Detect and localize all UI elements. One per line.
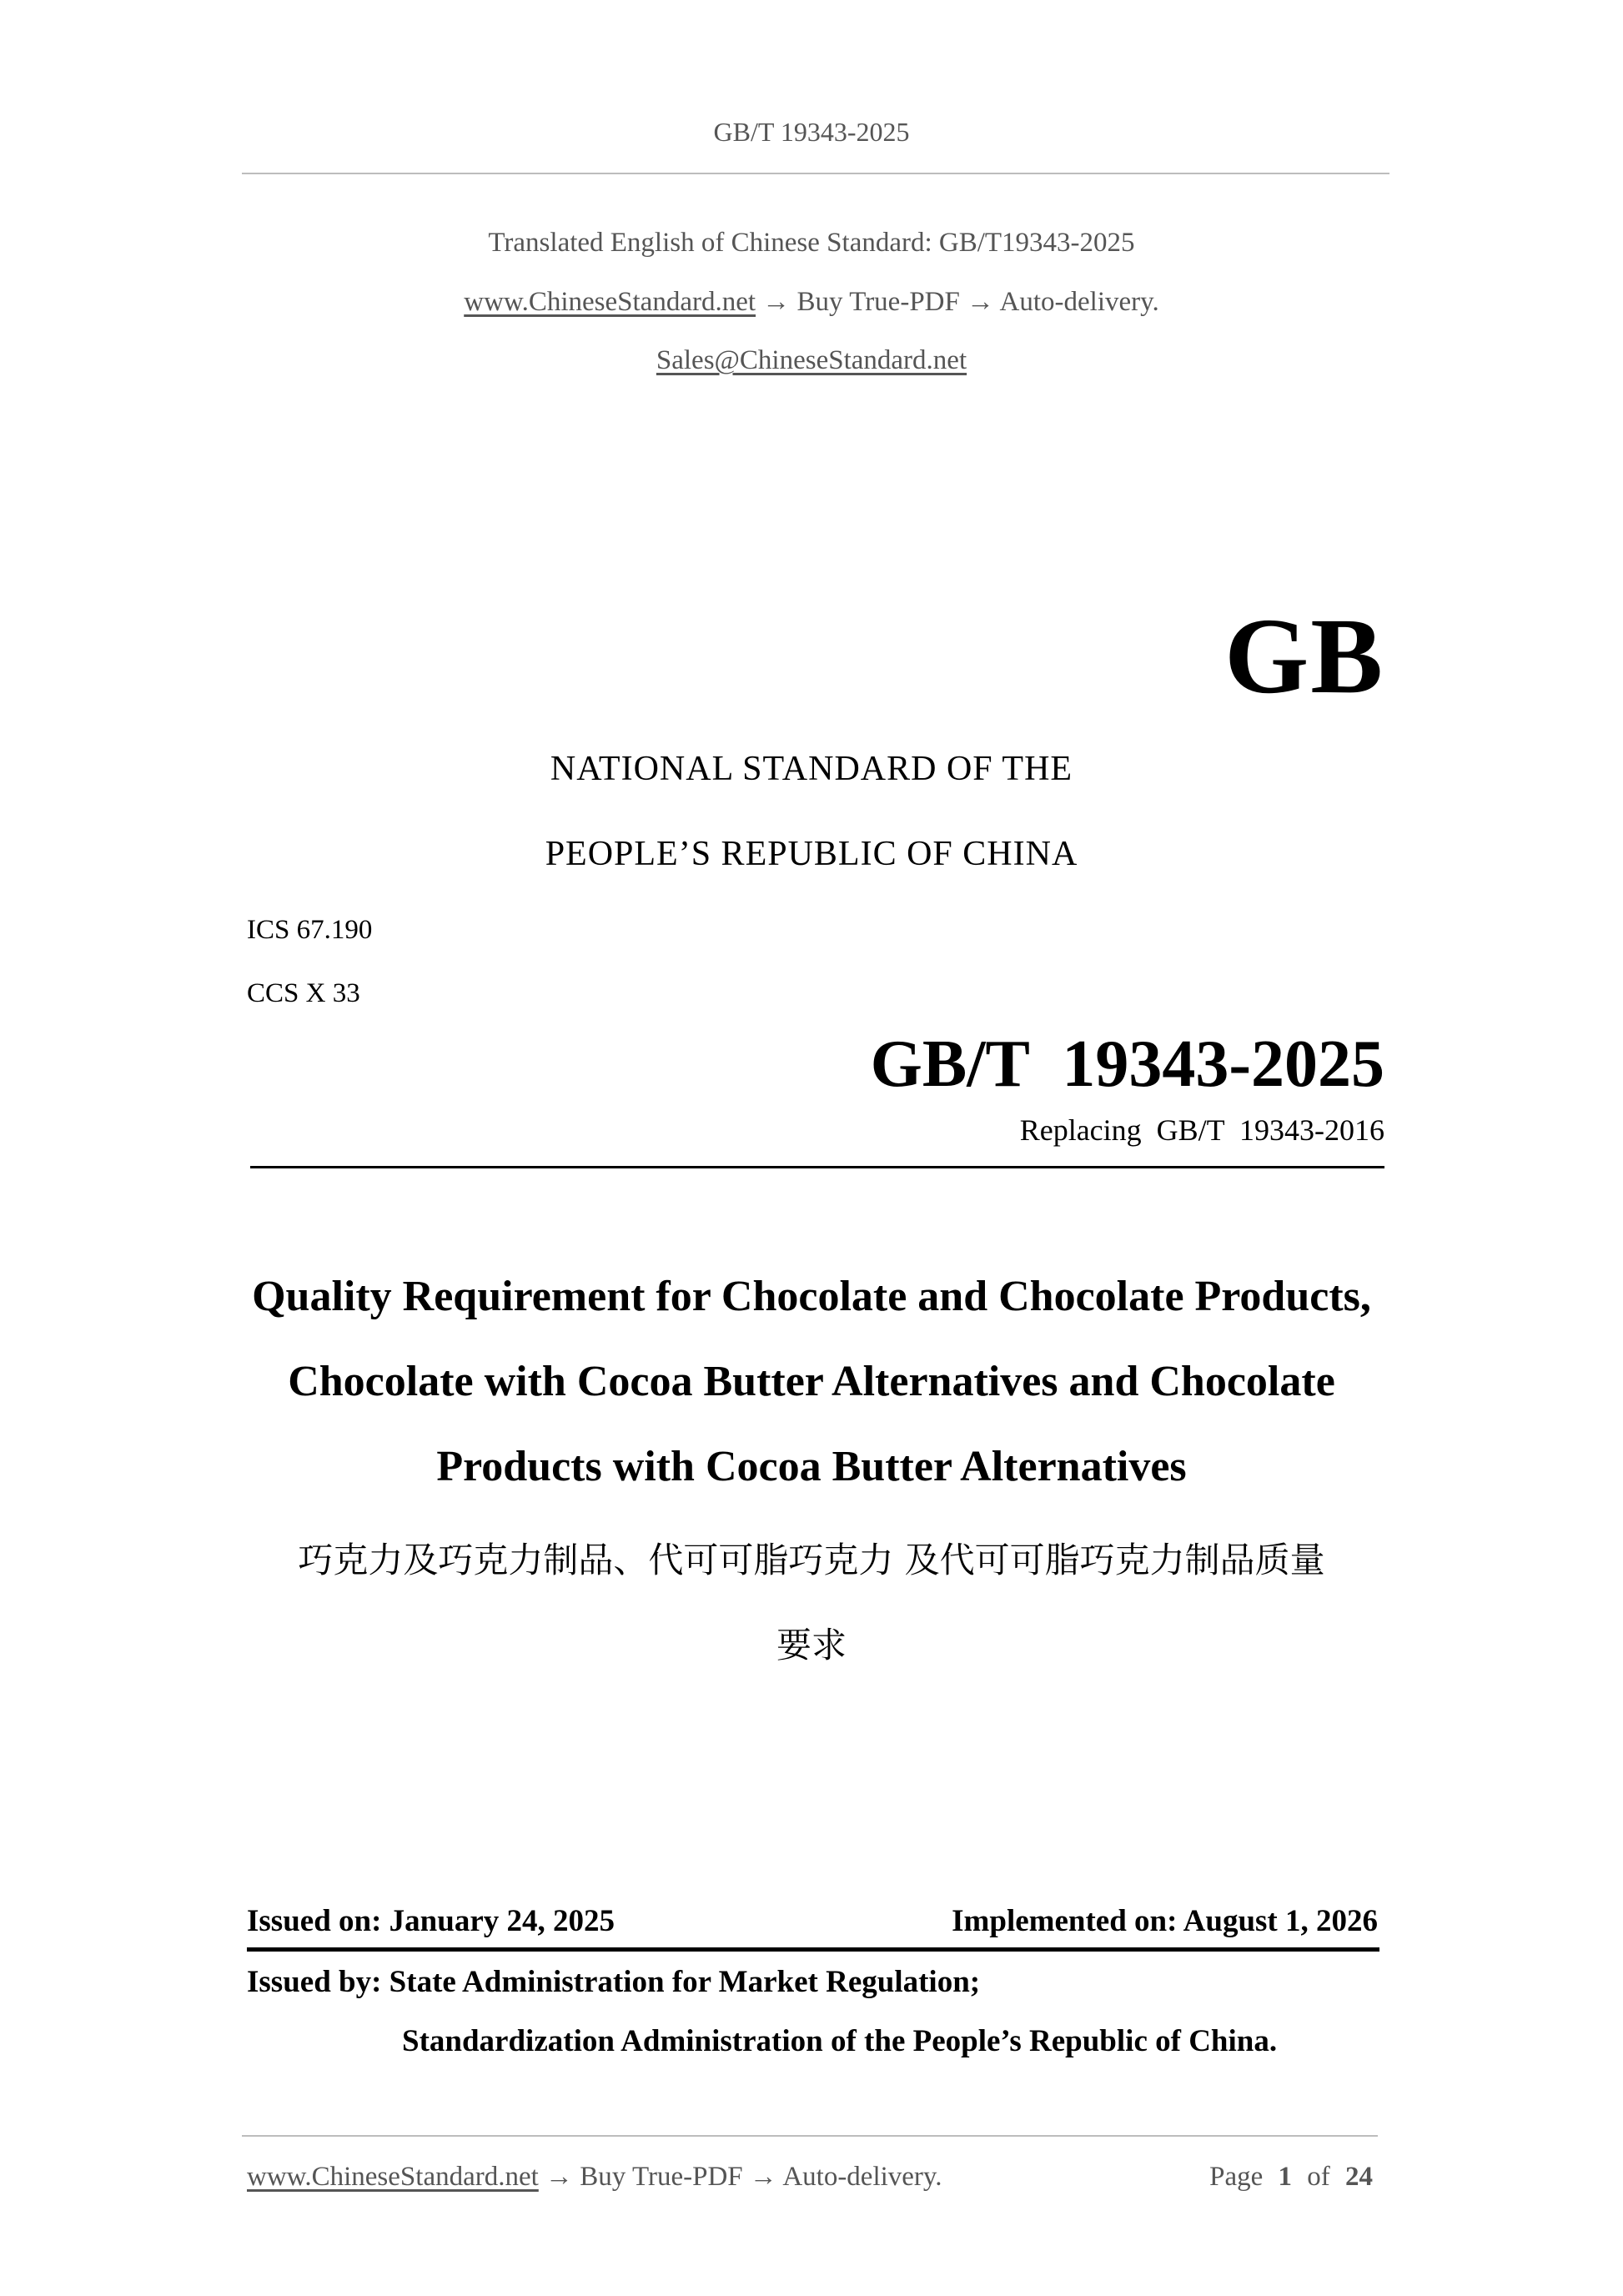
replacing-note: Replacing GB/T 19343-2016 bbox=[1019, 1113, 1384, 1147]
of-word: of bbox=[1307, 2162, 1330, 2192]
title-en-line3: Products with Cocoa Butter Alternatives bbox=[436, 1443, 1187, 1490]
page-number: 1 bbox=[1278, 2162, 1292, 2192]
footer-rule bbox=[242, 2135, 1378, 2137]
email-line bbox=[0, 345, 1623, 376]
purchase-line bbox=[0, 287, 1623, 318]
header-rule bbox=[242, 173, 1389, 174]
issued-on-date: Issued on: January 24, 2025 bbox=[247, 1904, 616, 1938]
arrow-icon: → bbox=[749, 2162, 777, 2192]
site-link[interactable]: www.ChineseStandard.net bbox=[464, 287, 756, 317]
arrow-icon: → bbox=[967, 287, 995, 317]
footer-auto-delivery-text: Auto-delivery. bbox=[782, 2162, 942, 2192]
arrow-icon: → bbox=[762, 287, 791, 317]
ics-code: ICS 67.190 bbox=[247, 915, 373, 945]
ccs-code: CCS X 33 bbox=[247, 978, 360, 1008]
translation-notice: Translated English of Chinese Standard: GB/T19343-2025 bbox=[488, 228, 1135, 258]
issued-by-line1: Issued by: State Administration for Market Regulation; bbox=[247, 1965, 981, 1999]
footer-site-link[interactable]: www.ChineseStandard.net bbox=[247, 2162, 539, 2192]
title-en-line2: Chocolate with Cocoa Butter Alternatives and Chocolate bbox=[288, 1358, 1335, 1405]
gb-logo: GB bbox=[1224, 596, 1384, 716]
title-cn-line1: 巧克力及巧克力制品、代可可脂巧克力 及代可可脂巧克力制品质量 bbox=[298, 1540, 1325, 1580]
auto-delivery-text: Auto-delivery. bbox=[999, 287, 1159, 317]
page-word: Page bbox=[1209, 2162, 1264, 2192]
page-total: 24 bbox=[1345, 2162, 1373, 2192]
national-standard-line1: NATIONAL STANDARD OF THE bbox=[550, 750, 1073, 788]
title-en-line1: Quality Requirement for Chocolate and Chocolate Products, bbox=[252, 1273, 1371, 1320]
sales-email-link[interactable]: Sales@ChineseStandard.net bbox=[656, 345, 967, 375]
standard-number-rule bbox=[250, 1166, 1384, 1168]
issued-by-line2: Standardization Administration of the People’s Republic of China. bbox=[402, 2024, 1278, 2058]
footer-buy-text: Buy True-PDF bbox=[580, 2162, 743, 2192]
footer-purchase-line bbox=[247, 2162, 942, 2193]
title-cn-line2: 要求 bbox=[776, 1625, 847, 1665]
buy-text: Buy True-PDF bbox=[796, 287, 960, 317]
page-indicator bbox=[1209, 2162, 1373, 2193]
arrow-icon: → bbox=[545, 2162, 574, 2192]
standard-number: GB/T 19343-2025 bbox=[870, 1027, 1384, 1101]
implemented-on-date: Implemented on: August 1, 2026 bbox=[952, 1904, 1378, 1938]
dates-rule bbox=[247, 1947, 1379, 1952]
running-header: GB/T 19343-2025 bbox=[713, 117, 910, 147]
national-standard-line2: PEOPLE’S REPUBLIC OF CHINA bbox=[545, 835, 1078, 873]
